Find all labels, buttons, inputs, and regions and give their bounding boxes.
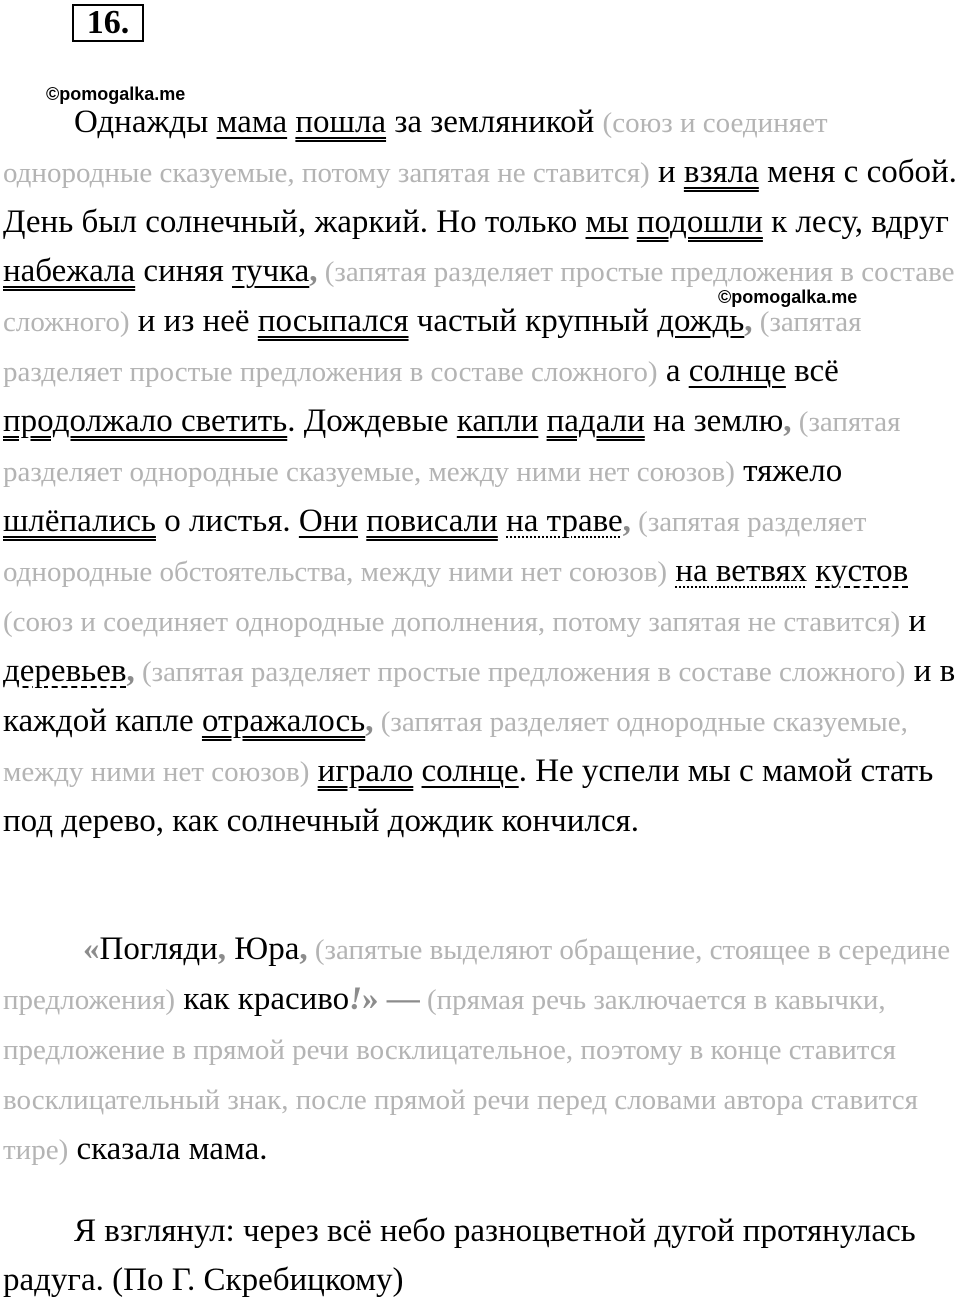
subject: мы xyxy=(585,204,629,240)
note: (запятая разделяет однородные обстоятельства, между ними нет союзов) xyxy=(3,506,867,588)
punctuation-comma: , xyxy=(309,253,318,289)
text: и в каждой капле xyxy=(3,653,956,739)
subject: тучка xyxy=(232,253,310,289)
predicate: пошла xyxy=(295,104,387,140)
object: деревьев xyxy=(3,653,127,689)
predicate: взяла xyxy=(683,154,759,190)
exercise-number: 16. xyxy=(72,4,144,42)
punctuation-dash: — xyxy=(378,981,420,1017)
text: . Дождевые xyxy=(287,403,457,439)
paragraph-final xyxy=(3,1207,957,1305)
predicate: набежала xyxy=(3,253,136,289)
paragraph-main xyxy=(3,98,957,846)
punctuation-quote-open: « xyxy=(83,931,100,967)
adverbial: на ветвях xyxy=(675,553,808,589)
text: Юра xyxy=(226,931,300,967)
predicate: продолжало светить xyxy=(3,403,288,439)
subject: дождь xyxy=(657,303,745,339)
text: и xyxy=(649,154,684,190)
text xyxy=(309,753,317,789)
note: (запятая разделяет однородные сказуемые, между ними нет союзов) xyxy=(3,406,901,488)
text xyxy=(413,753,421,789)
predicate: подошли xyxy=(636,204,763,240)
note: (союз и соединяет однородные сказуемые, потому запятая не ставится) xyxy=(3,107,828,189)
paragraph-direct-speech xyxy=(3,925,957,1175)
watermark-top: ©pomogalka.me xyxy=(46,84,186,104)
punctuation-quote-close: » xyxy=(361,981,379,1017)
text: синяя xyxy=(135,253,232,289)
note: (запятая разделяет простые предложения в составе сложного) xyxy=(134,656,906,688)
predicate: повисали xyxy=(366,503,498,539)
text xyxy=(538,403,546,439)
note: (запятая разделяет однородные сказуемые, между ними нет союзов) xyxy=(3,706,908,788)
text: Погляди xyxy=(99,931,218,967)
text: к лесу, вдруг xyxy=(762,204,949,240)
note: (прямая речь заключается в кавычки, предложение в прямой речи восклицательное, поэтому в конце ставится восклицательный знак, после прямой речи перед словами автора ставится тире) xyxy=(3,984,918,1166)
text: и xyxy=(900,603,927,639)
text: сказала мама. xyxy=(68,1131,268,1167)
predicate: шлёпались xyxy=(3,503,156,539)
subject: капли xyxy=(456,403,539,439)
note: (запятая разделяет простые предложения в составе сложного) xyxy=(3,256,955,338)
punctuation-comma: , xyxy=(622,503,631,539)
text: Я взглянул: через всё небо разноцветной дугой протянулась радуга. (По Г. Скребицкому) xyxy=(3,1213,916,1298)
predicate: отражалось xyxy=(201,703,366,739)
text: за земляникой xyxy=(386,104,603,140)
predicate: падали xyxy=(546,403,645,439)
object: кустов xyxy=(815,553,909,589)
punctuation-comma: , xyxy=(783,403,792,439)
predicate: посыпался xyxy=(257,303,409,339)
subject: Они xyxy=(298,503,359,539)
note: (запятые выделяют обращение, стоящее в середине предложения) xyxy=(3,934,951,1016)
text: на землю xyxy=(644,403,784,439)
text: меня с собой. День был солнечный, жаркий. Но только xyxy=(3,154,957,240)
punctuation-comma: , xyxy=(126,653,135,689)
text: всё xyxy=(785,353,839,389)
text: как красиво xyxy=(175,981,350,1017)
text: . Не успели мы с мамой стать под дерево, как солнечный дождик кончился. xyxy=(3,753,934,839)
note: (союз и соединяет однородные дополнения, потому запятая не ставится) xyxy=(3,606,901,638)
punctuation-comma: , xyxy=(299,931,308,967)
text xyxy=(498,503,506,539)
punctuation-comma: , xyxy=(365,703,374,739)
text xyxy=(629,204,637,240)
punctuation-comma: , xyxy=(217,931,227,967)
adverbial: на траве xyxy=(506,503,623,539)
text: о листья. xyxy=(155,503,299,539)
subject: солнце xyxy=(688,353,786,389)
text: и из неё xyxy=(129,303,258,339)
watermark-middle: ©pomogalka.me xyxy=(718,287,858,307)
predicate: играло xyxy=(317,753,414,789)
text: а xyxy=(657,353,689,389)
punctuation-exclamation: ! xyxy=(349,981,362,1017)
note: (запятая разделяет простые предложения в составе сложного) xyxy=(3,306,862,388)
text: тяжело xyxy=(734,453,843,489)
subject: мама xyxy=(216,104,288,140)
subject: солнце xyxy=(421,753,519,789)
punctuation-comma: , xyxy=(744,303,753,339)
text: частый крупный xyxy=(408,303,658,339)
text: Однажды xyxy=(74,104,217,140)
